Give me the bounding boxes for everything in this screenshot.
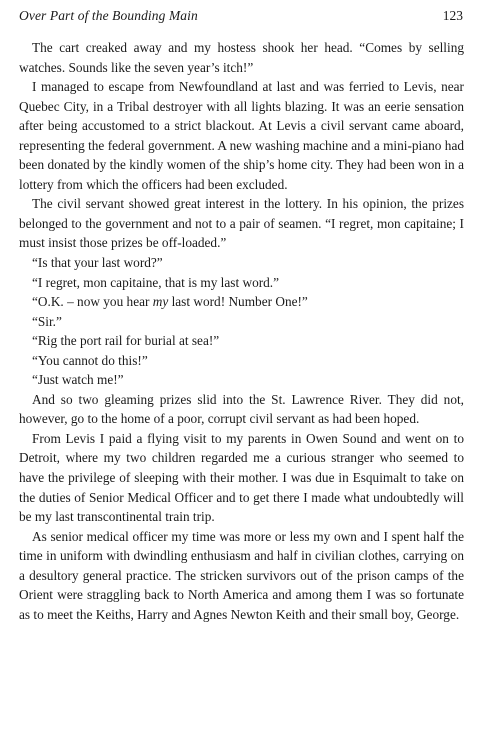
paragraph-text: “Is that your last word?”	[32, 255, 163, 271]
paragraph	[19, 273, 464, 293]
paragraph	[19, 253, 464, 273]
running-title: Over Part of the Bounding Main	[19, 8, 198, 23]
paragraph	[19, 429, 464, 527]
paragraph	[19, 194, 464, 253]
paragraph	[19, 312, 464, 332]
paragraph-text: “Rig the port rail for burial at sea!”	[32, 333, 220, 349]
paragraph-text: “Sir.”	[32, 313, 62, 329]
paragraph-text: The cart creaked away and my hostess shook her head. “Comes by selling watches. Sounds like the seven year’s itch!”	[19, 40, 464, 75]
paragraph	[19, 527, 464, 625]
paragraph	[19, 292, 464, 312]
paragraph	[19, 77, 464, 194]
paragraph-text: From Levis I paid a flying visit to my parents in Owen Sound and went on to Detroit, where my two children regarded me a curious stranger who seemed to have the privilege of sleeping with their mother. I was due in Esquimalt to take on the duties of Senior Medical Officer and to get there I made what undoubtedly will be my last transcontinental train trip.	[19, 430, 464, 525]
paragraph-text: I managed to escape from Newfoundland at last and was ferried to Levis, near Quebec City, in a Tribal destroyer with all lights blazing. It was an eerie sensation after being accustomed to a strict blackout. At Levis a civil servant came aboard, representing the federal government. A new washing machine and a mini-piano had been donated by the kindly women of the ship’s home city. They had been won in a lottery from which the officers had been excluded.	[19, 79, 464, 192]
italic-text: my	[152, 294, 169, 310]
paragraph	[19, 370, 464, 390]
paragraph-text: “You cannot do this!”	[32, 352, 148, 368]
paragraph	[19, 38, 464, 77]
page-number: 123	[442, 8, 463, 23]
paragraph	[19, 390, 464, 429]
paragraph	[19, 351, 464, 371]
paragraph-text: As senior medical officer my time was more or less my own and I spent half the time in uniform with dwindling enthusiasm and half in civilian clothes, carrying on a desultory general practice. The stricken survivors out of the prison camps of the Orient were straggling back to North America and among them I was so fortunate as to meet the Keiths, Harry and Agnes Newton Keith and their small boy, George.	[19, 528, 464, 622]
paragraph-text: And so two gleaming prizes slid into the St. Lawrence River. They did not, however, go to the home of a poor, corrupt civil servant as had been hoped.	[19, 391, 464, 427]
paragraph-text: last word! Number One!”	[168, 294, 308, 310]
paragraph-text: “Just watch me!”	[32, 372, 124, 388]
body-text	[19, 38, 464, 624]
paragraph-text: “I regret, mon capitaine, that is my last word.”	[32, 274, 280, 290]
running-header	[19, 6, 464, 28]
paragraph	[19, 331, 464, 351]
paragraph-text: “O.K. – now you hear	[32, 294, 153, 310]
paragraph-text: The civil servant showed great interest in the lottery. In his opinion, the prizes belonged to the government and not to a pair of seamen. “I regret, mon capitaine; I must insist those prizes be off-loaded.”	[19, 196, 464, 251]
